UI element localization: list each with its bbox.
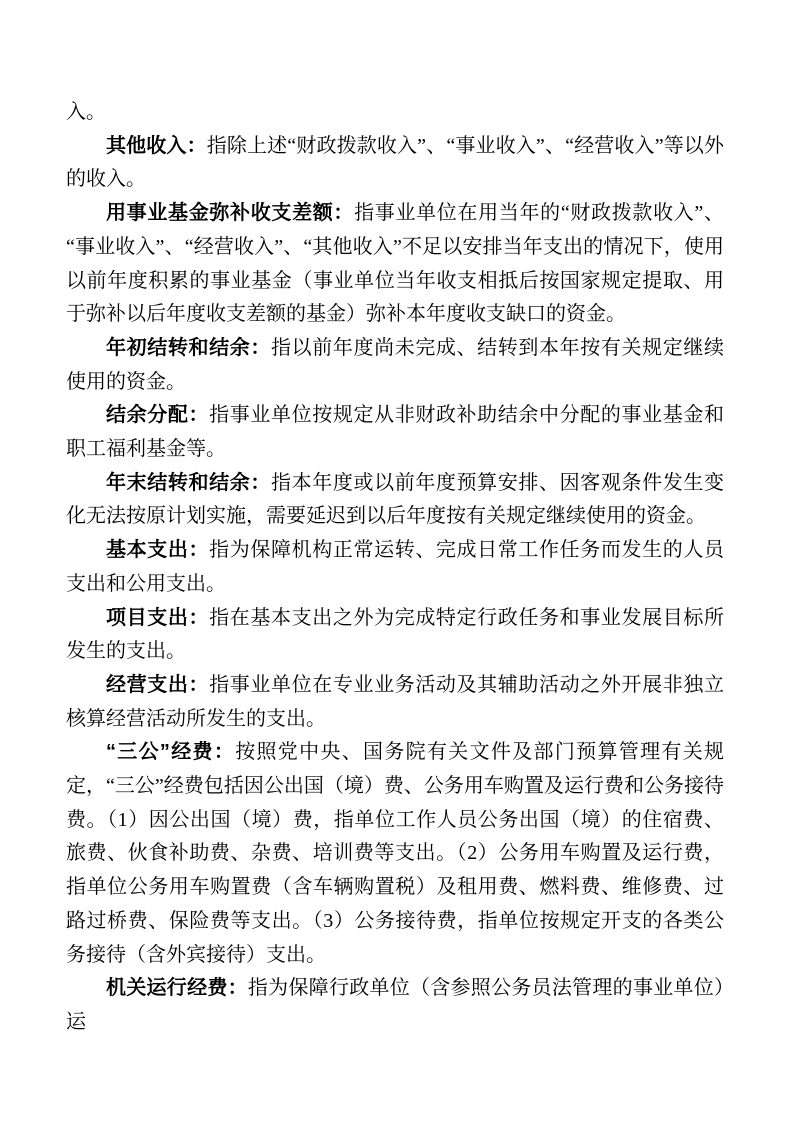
- definition-text: 指事业单位在专业业务活动及其辅助活动之外开展非独立核算经营活动所发生的支出。: [66, 673, 725, 730]
- definition-text: 指除上述“财政拨款收入”、“事业收入”、“经营收入”等以外的收入。: [66, 134, 724, 191]
- term-label: 其他收入：: [106, 134, 207, 157]
- term-label: 年初结转和结余：: [106, 336, 271, 359]
- definition-paragraph: [66, 399, 724, 466]
- definition-text: 指事业单位按规定从非财政补助结余中分配的事业基金和职工福利基金等。: [66, 404, 725, 461]
- definition-text: 指以前年度尚未完成、结转到本年按有关规定继续使用的资金。: [66, 336, 725, 393]
- definition-paragraph: [66, 972, 724, 1039]
- definition-text: 指为保障机构正常运转、完成日常工作任务而发生的人员支出和公用支出。: [66, 539, 725, 595]
- document-content: [66, 96, 724, 1040]
- definition-text: 指在基本支出之外为完成特定行政任务和事业发展目标所发生的支出。: [66, 606, 725, 663]
- paragraph-continuation: [66, 96, 724, 130]
- term-label: 基本支出：: [106, 539, 210, 562]
- definition-paragraph: [66, 130, 724, 197]
- term-label: 结余分配：: [106, 404, 210, 427]
- term-label: 经营支出：: [106, 673, 210, 696]
- term-label: 用事业基金弥补收支差额：: [106, 202, 355, 225]
- term-label: 机关运行经费：: [106, 977, 248, 1000]
- definition-paragraph: [66, 669, 724, 736]
- definition-paragraph: [66, 736, 724, 972]
- definition-text: 按照党中央、国务院有关文件及部门预算管理有关规定，“三公”经费包括因公出国（境）费、公务用车购置及运行费和公务接待费。（1）因公出国（境）费，指单位工作人员公务出国（境）的住宿费、旅费、伙食补助费、杂费、培训费等支出。（2）公务用车购置及运行费，指单位公务用车购置费（含车辆购置税）及租用费、燃料费、维修费、过路过桥费、保险费等支出。（3）公务接待费，指单位按规定开支的各类公务接待（含外宾接待）支出。: [66, 741, 725, 966]
- definition-paragraph: [66, 602, 724, 669]
- term-label: “三公”经费：: [106, 741, 236, 764]
- term-label: 项目支出：: [106, 606, 210, 629]
- definition-text: 指本年度或以前年度预算安排、因客观条件发生变化无法按原计划实施，需要延迟到以后年度按有关规定继续使用的资金。: [66, 471, 725, 528]
- definition-paragraph: [66, 197, 724, 332]
- definition-text: 指为保障行政单位（含参照公务员法管理的事业单位）运: [66, 977, 725, 1033]
- definition-text: 指事业单位在用当年的“财政拨款收入”、“事业收入”、“经营收入”、“其他收入”不足以安排当年支出的情况下，使用以前年度积累的事业基金（事业单位当年收支相抵后按国家规定提取、用于弥补以后年度收支差额的基金）弥补本年度收支缺口的资金。: [66, 202, 724, 326]
- definition-paragraph: [66, 534, 724, 601]
- definition-text: 入。: [66, 101, 106, 123]
- definition-paragraph: [66, 332, 724, 399]
- definition-paragraph: [66, 467, 724, 534]
- term-label: 年末结转和结余：: [106, 471, 271, 494]
